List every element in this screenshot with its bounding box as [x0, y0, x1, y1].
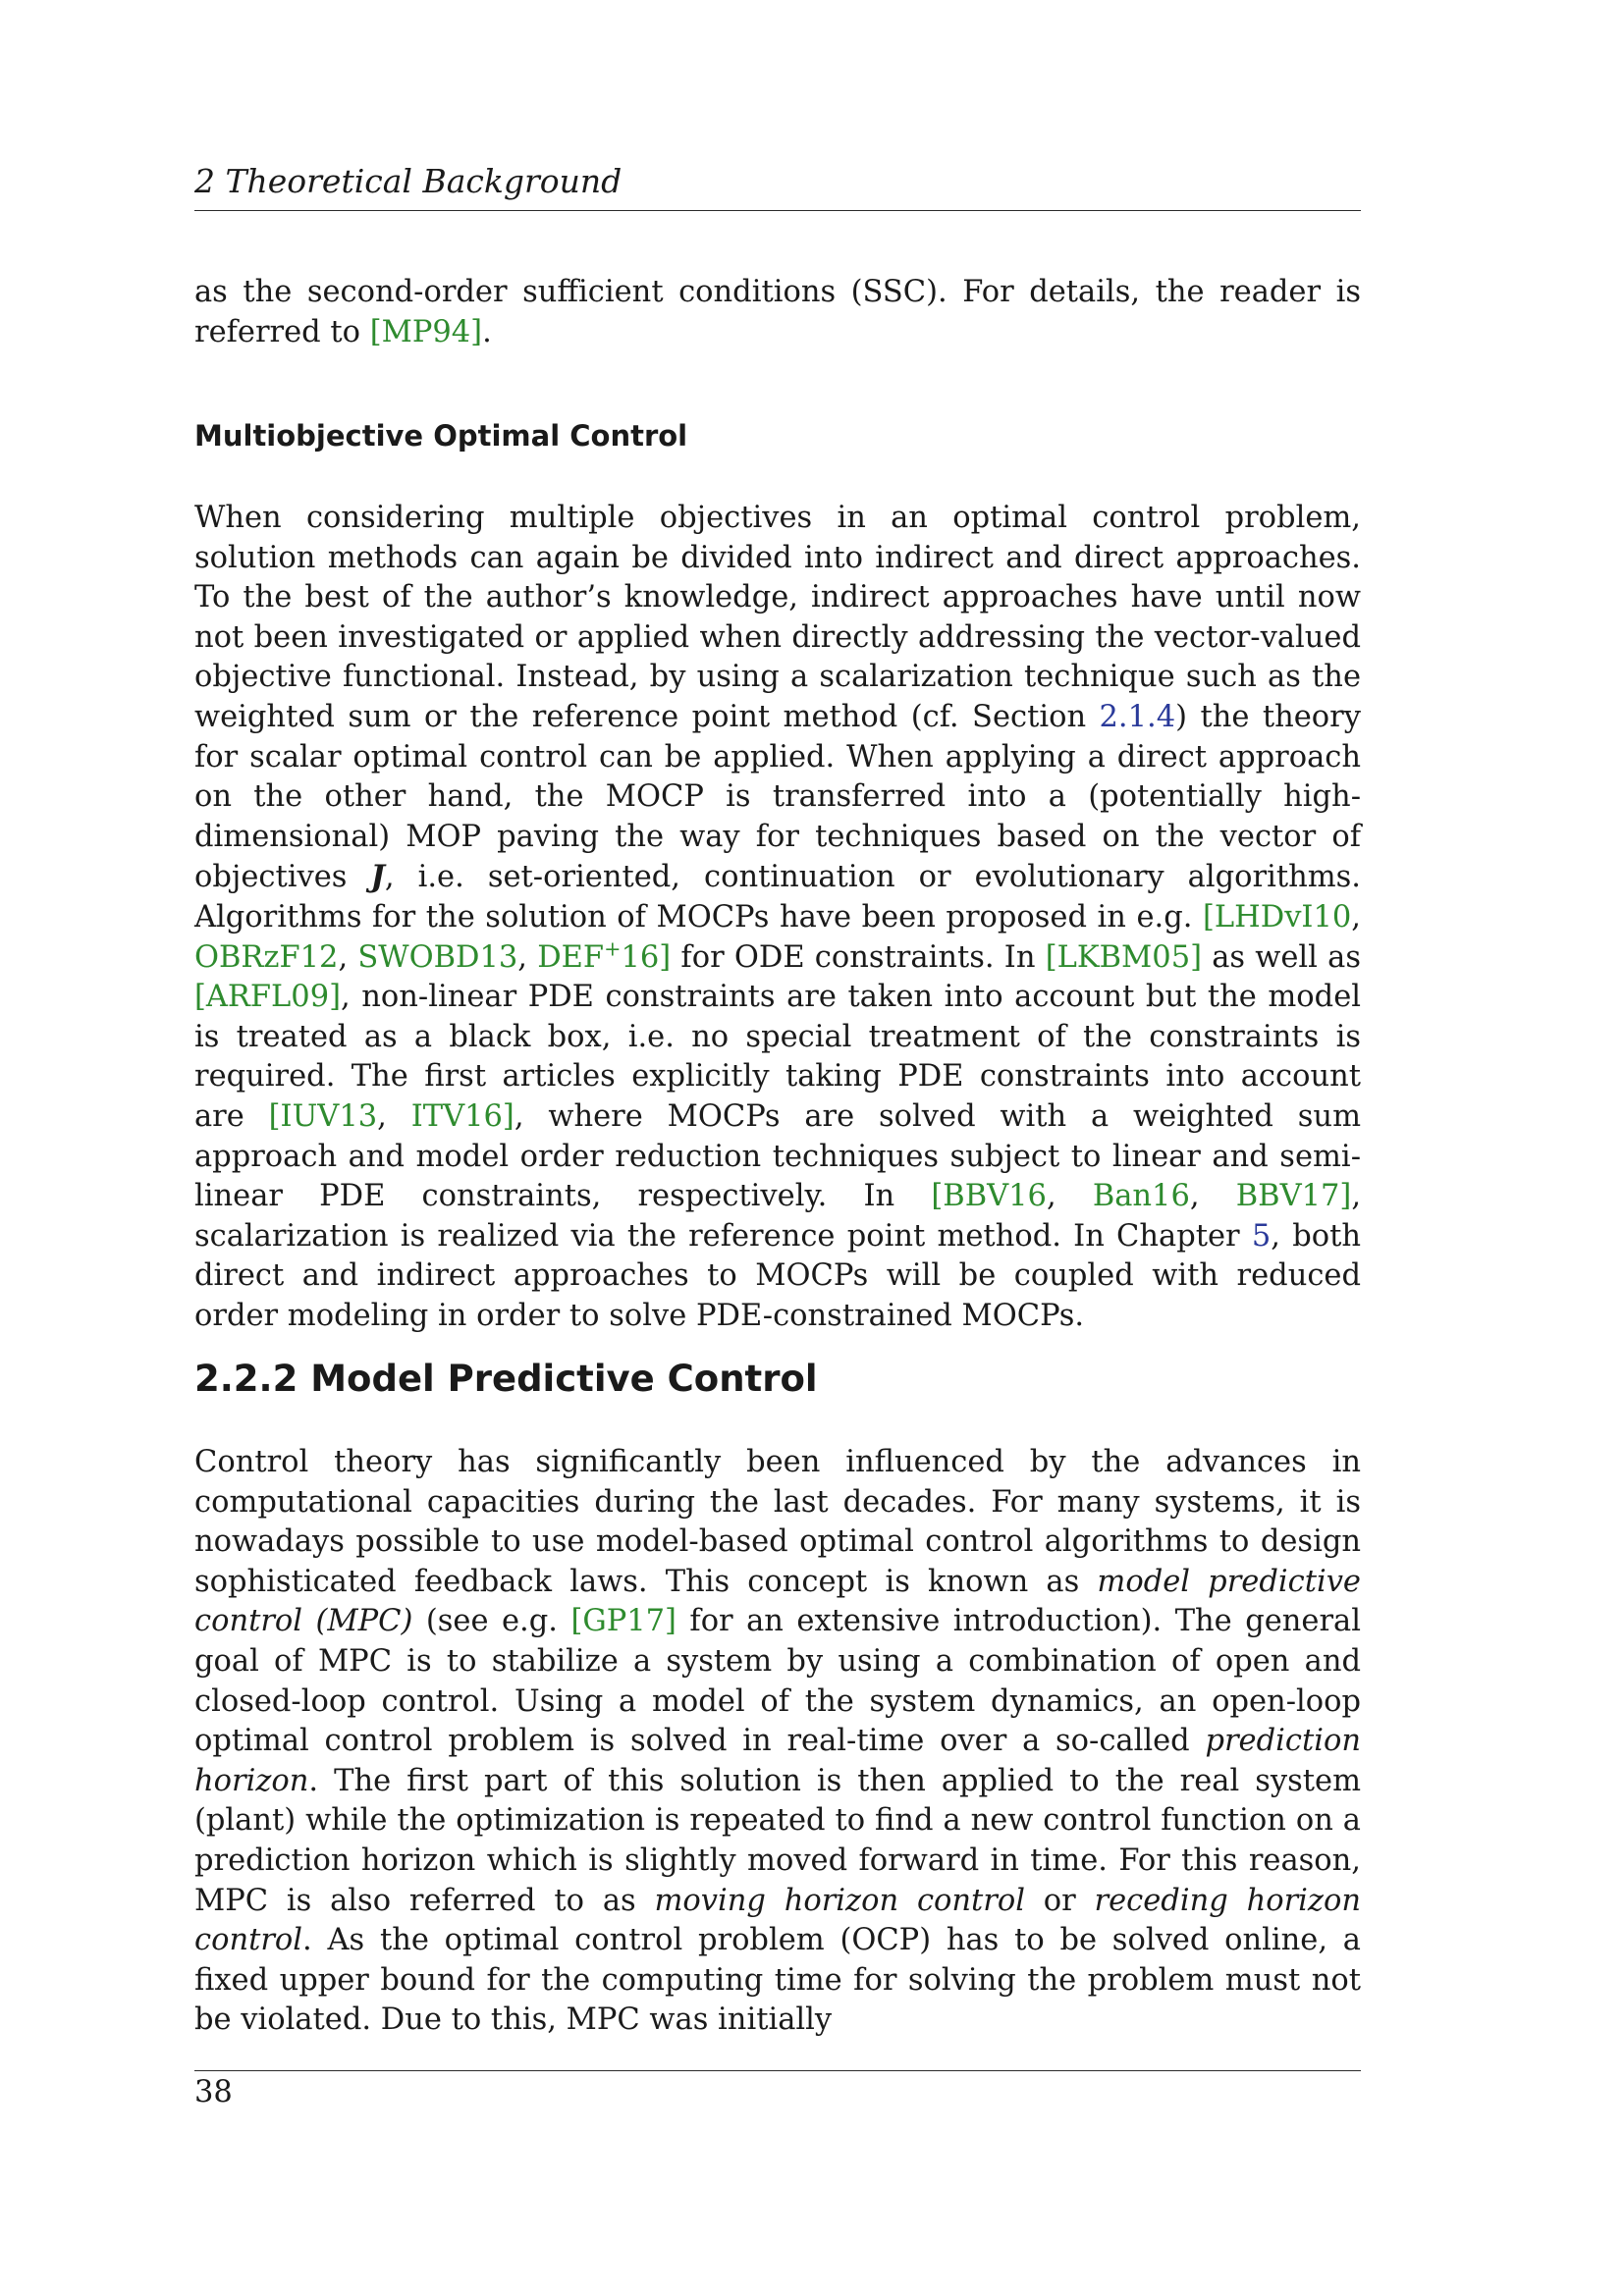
text-run: , where MOCPs are solved with a weighted sum approach and model order reduction techniques subject to linear and semi-linear PDE constraints, respectively. In: [194, 1098, 1361, 1214]
citation-link[interactable]: [ARFL09]: [194, 980, 342, 1015]
text-run: for ODE constraints. In: [671, 939, 1046, 975]
running-head: 2 Theoretical Background: [194, 162, 623, 200]
text-run: ,: [1189, 1179, 1236, 1214]
text-run: , non-linear PDE constraints are taken into account but the model is treated as a black box, i.e. no special treatment of the constraints is required. The first articles explicitly taking PDE constraints into account are: [194, 980, 1361, 1134]
header-rule: [194, 210, 1361, 211]
citation-link[interactable]: SWOBD13: [357, 939, 518, 975]
text-run: as well as: [1202, 939, 1361, 975]
citation-link[interactable]: BBV17]: [1235, 1179, 1352, 1214]
citation-link[interactable]: OBRzF12: [194, 939, 339, 975]
citation-link[interactable]: [LKBM05]: [1045, 939, 1202, 975]
emphasis-term: prediction horizon: [194, 1724, 1361, 1798]
footer-rule: [194, 2070, 1361, 2071]
text-run: .: [482, 314, 492, 349]
citation-link[interactable]: [GP17]: [570, 1604, 677, 1639]
text-run: When considering multiple objectives in an optimal control problem, solution methods can again be divided into indirect and direct approaches. To the best of the author’s knowledge, indirect approaches have until now not been investigated or applied when directly addressing the vector-valued objective functional. Instead, by using a scalarization technique such as the weighted sum or the reference point method (cf. Section: [194, 501, 1361, 734]
text-run: . The first part of this solution is then applied to the real system (plant) while the optimization is repeated to find a new control function on a prediction horizon which is slightly moved forward in time. For this reason, MPC is also referred to as: [194, 1763, 1361, 1918]
text-run: or: [1024, 1883, 1095, 1918]
citation-link[interactable]: [LHDvI10: [1203, 899, 1352, 934]
citation-link[interactable]: ITV16]: [410, 1098, 514, 1134]
text-run: . As the optimal control problem (OCP) has to be solved online, a fixed upper bound for the computing time for solving the problem must not be violated. Due to this, MPC was initially: [194, 1923, 1361, 2038]
emphasis-term: receding horizon control: [194, 1883, 1361, 1958]
citation-link[interactable]: [MP94]: [369, 314, 483, 349]
text-run: for an extensive introduction). The general goal of MPC is to stabilize a system by using a combination of open and closed-loop control. Using a model of the system dynamics, an open-loop optimal control problem is solved in real-time over a so-called: [194, 1604, 1361, 1759]
citation-link[interactable]: [537, 936, 672, 975]
intro-paragraph: [194, 273, 1361, 352]
text-run: ,: [1351, 899, 1361, 934]
citation-link[interactable]: Ban16: [1092, 1179, 1190, 1214]
subsection-title: Multiobjective Optimal Control: [194, 419, 688, 453]
chapter-reference-link[interactable]: 5: [1251, 1218, 1272, 1254]
text-run: ,: [1046, 1179, 1093, 1214]
citation-text: DEF: [537, 939, 605, 975]
citation-link[interactable]: [IUV13: [268, 1098, 378, 1134]
text-run: ,: [517, 939, 538, 975]
text-run: , scalarization is realized via the reference point method. In Chapter: [194, 1179, 1362, 1254]
emphasis-term: moving horizon control: [654, 1883, 1025, 1918]
text-run: Control theory has significantly been influenced by the advances in computational capacities during the last decades. For many systems, it is nowadays possible to use model-based optimal control algorithms to design sophisticated feedback laws. This concept is known as: [194, 1445, 1361, 1599]
citation-superscript: +: [604, 936, 622, 961]
text-run: ,: [377, 1098, 411, 1134]
page-number: 38: [194, 2075, 233, 2109]
text-run: (see e.g.: [412, 1604, 571, 1639]
section-heading: 2.2.2 Model Predictive Control: [194, 1358, 818, 1400]
text-run: ,: [338, 939, 358, 975]
mpc-paragraph: [194, 1443, 1361, 2041]
section-reference-link[interactable]: 2.1.4: [1099, 699, 1176, 734]
text-run: as the second-order sufficient conditions (SSC). For details, the reader is referred to: [194, 275, 1361, 349]
text-run: , both direct and indirect approaches to MOCPs will be coupled with reduced order modeling in order to solve PDE-constrained MOCPs.: [194, 1218, 1361, 1333]
emphasis-term: model predictive control (MPC): [194, 1564, 1361, 1639]
objective-vector-symbol: J: [370, 859, 385, 895]
citation-link[interactable]: [BBV16: [931, 1179, 1047, 1214]
text-run: ) the theory for scalar optimal control can be applied. When applying a direct approach on the other hand, the MOCP is transferred into a (potentially high-dimensional) MOP paving the way for techniques based on the vector of objectives: [194, 699, 1361, 895]
mocp-paragraph: [194, 499, 1361, 1336]
text-run: , i.e. set-oriented, continuation or evolutionary algorithms. Algorithms for the solution of MOCPs have been proposed in e.g.: [194, 860, 1361, 934]
citation-text: 16]: [621, 939, 672, 975]
